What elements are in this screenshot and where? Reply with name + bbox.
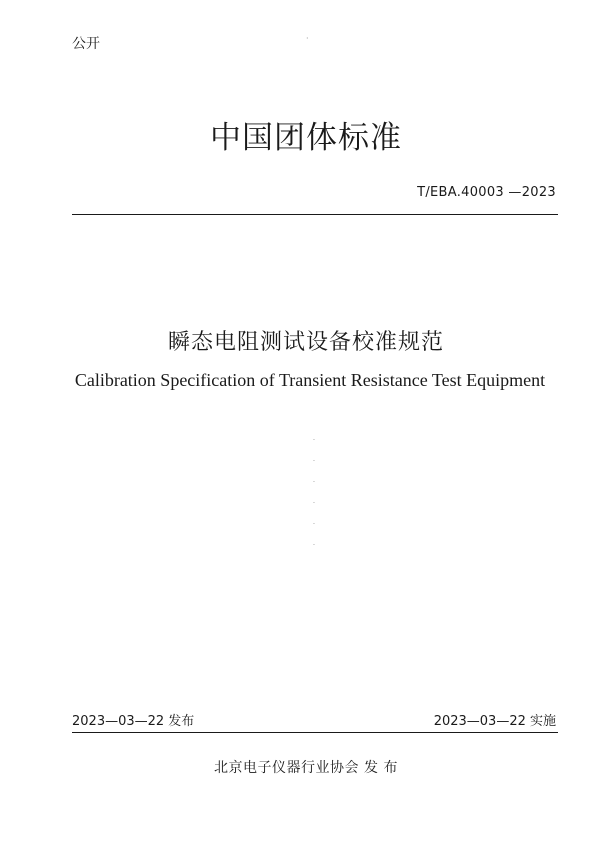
dot-mark: · — [312, 520, 316, 528]
publisher: 北京电子仪器行业协会 发 布 — [214, 760, 398, 776]
bottom-divider — [72, 732, 558, 733]
document-title-chinese: 瞬态电阻测试设备校准规范 — [167, 330, 444, 355]
series-title: 中国团体标准 — [210, 120, 402, 156]
document-title-english: Calibration Specification of Transient Resistance Test Equipment — [74, 370, 546, 390]
top-divider — [72, 214, 558, 215]
dot-mark: · — [312, 436, 316, 444]
implementation-date: 2023—03—22 实施 — [433, 714, 556, 729]
dot-mark: · — [312, 541, 316, 549]
dot-mark: · — [312, 457, 316, 465]
dot-column — [310, 436, 318, 562]
dot-mark: · — [312, 499, 316, 507]
top-dot-mark: · — [306, 34, 309, 43]
issue-date: 2023—03—22 发布 — [72, 714, 195, 729]
classification-label: 公开 — [72, 36, 100, 52]
dot-mark: · — [312, 478, 316, 486]
standard-number: T/EBA.40003 —2023 — [417, 185, 556, 200]
